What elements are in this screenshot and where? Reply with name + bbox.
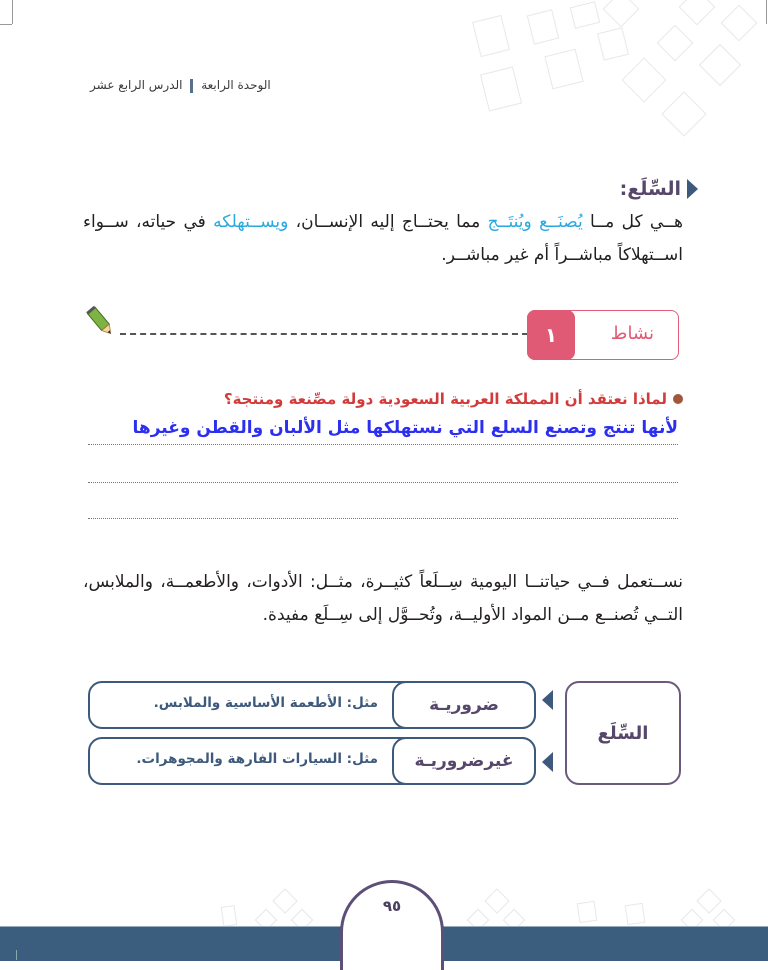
goods-usage-paragraph: نســتعمل فــي حياتنــا اليومية سِــلَعاً كثيــرة، مثــل: الأدوات، والأطعمــة، والملابس، التــي تُصنــع مــن المواد الأوليــة، وتُحــوَّل إلى سِــلَع مفيدة. [83,572,683,625]
question [224,390,683,408]
type-example: مثل: الأطعمة الأساسية والملابس. [153,695,378,711]
answer-line-3[interactable] [88,494,678,519]
goods-root-box: السِّلَع [565,681,681,785]
pencil-icon [86,305,116,343]
question-text: لماذا نعتقد أن المملكة العربية السعودية دولة مصِّنعة ومنتجة؟ [223,390,667,408]
answer-line-2[interactable] [88,458,678,483]
definition-text: في حياته، ســواء اســتهلاكاً مباشــراً أم غير مباشــر. [83,212,683,265]
crop-mark [16,950,17,960]
section-heading [620,178,698,200]
bullet-icon [673,394,683,404]
lesson-label: الدرس الرابع عشر [90,78,183,92]
highlight-consume: ويســتهلكه [213,212,289,232]
crop-mark [0,24,12,25]
activity-divider [120,333,528,335]
crop-mark [12,0,13,24]
page-header [90,78,300,93]
definition-text: مما يحتــاج إليه الإنســان، [288,212,488,232]
page-number: ٩٥ [382,897,402,915]
page-number-badge [340,880,444,970]
highlight-made-produced: يُصنَــع ويُنتَــج [487,212,583,232]
definition-text: هــي كل مــا [582,212,683,232]
definition-paragraph [83,206,683,272]
header-separator [190,79,193,93]
chevron-right-icon [687,179,698,199]
section-title: السِّلَع: [619,178,681,200]
goods-type-necessary [88,681,536,729]
type-label: غيرضروريـة [392,737,536,785]
answer-text: لأنها تنتج وتصنع السلع التي نستهلكها مثل الألبان والقطن وغيرها [129,418,678,438]
activity-number: ١ [527,310,575,360]
type-example: مثل: السيارات الفارهة والمجوهرات. [136,751,378,767]
chevron-left-icon [542,752,553,772]
activity-label: نشاط [610,323,654,344]
goods-type-unnecessary [88,737,536,785]
chevron-left-icon [542,690,553,710]
activity-badge [527,310,679,360]
unit-label: الوحدة الرابعة [201,78,271,92]
crop-mark [766,0,767,24]
type-label: ضروريـة [392,681,536,729]
